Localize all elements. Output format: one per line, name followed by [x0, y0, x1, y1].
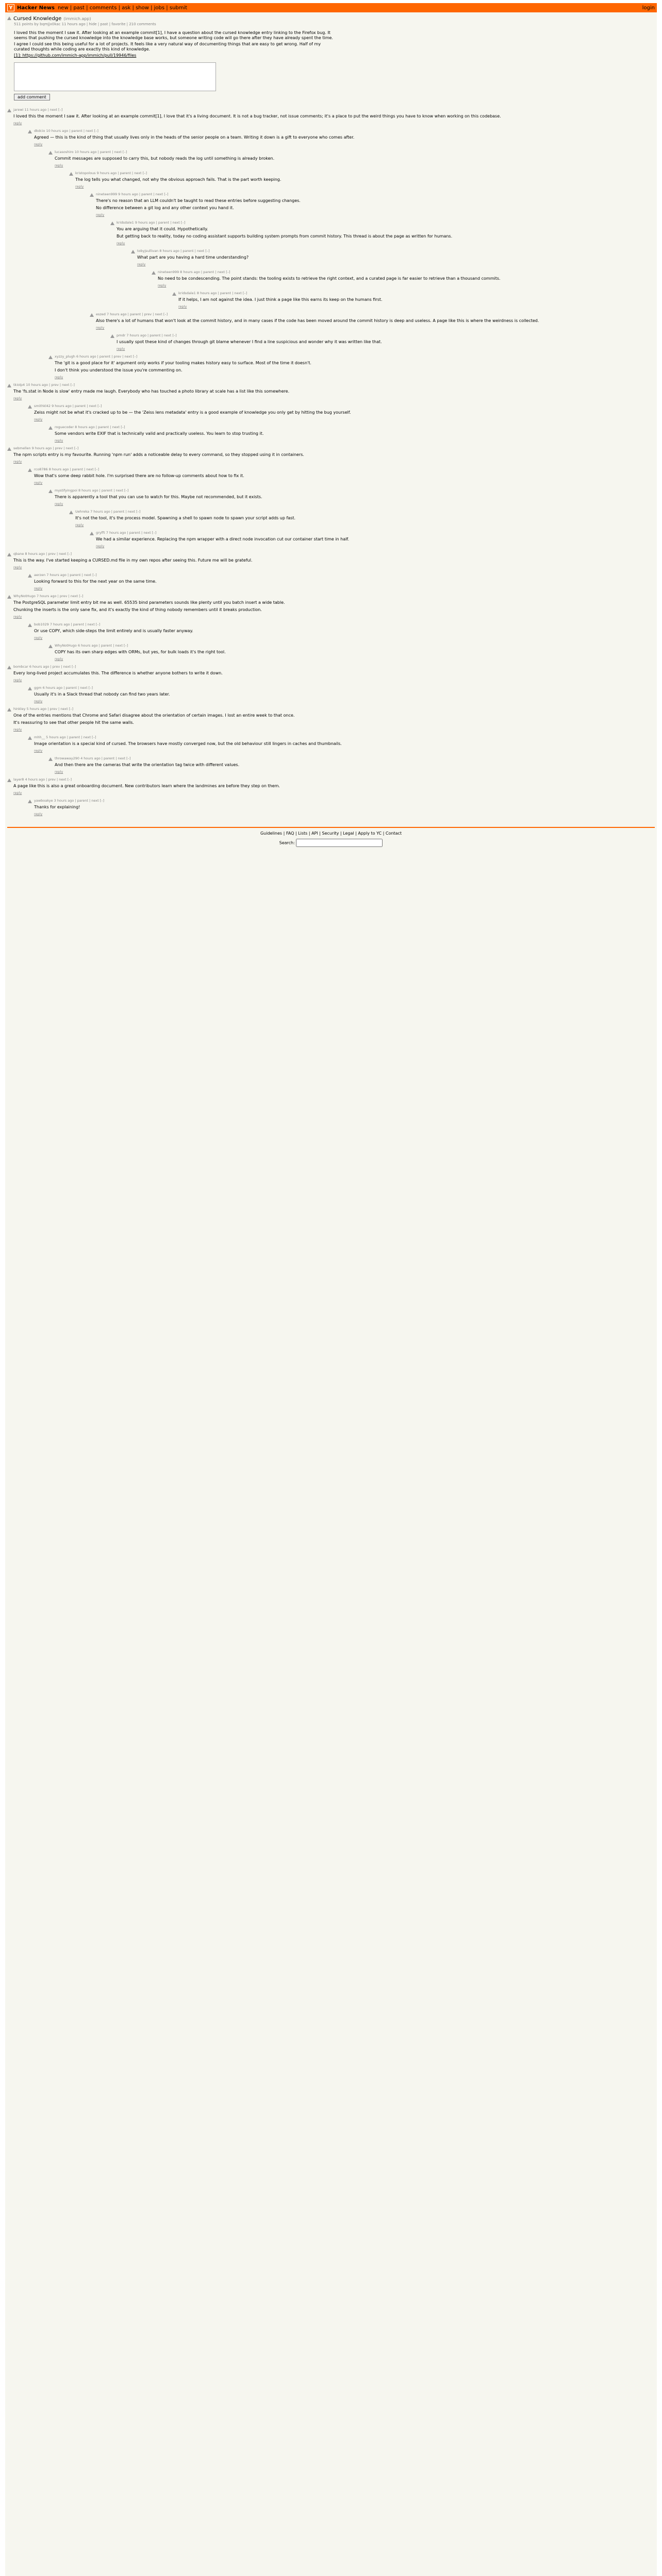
upvote-icon[interactable]	[48, 355, 53, 359]
comment-paragraph: It's reassuring to see that other people hit the same walls.	[13, 720, 134, 725]
nav-separator: |	[148, 5, 154, 11]
comment-head[interactable]: bob1029 7 hours ago | parent | next [–]	[34, 622, 101, 626]
comment	[69, 171, 655, 189]
comment	[7, 594, 655, 619]
y-logo[interactable]: Y	[7, 4, 14, 11]
upvote-icon[interactable]	[152, 271, 156, 275]
upvote-icon[interactable]	[69, 511, 73, 514]
comment-paragraph: The log tells you what changed, not why the obvious approach fails. That is the part worth keeping.	[75, 177, 282, 182]
upvote-icon[interactable]	[48, 426, 53, 430]
comment-head[interactable]: kridsdale1 8 hours ago | parent | next [–]	[178, 291, 247, 295]
reply-link[interactable]: reply	[13, 121, 22, 125]
comment	[152, 270, 655, 288]
comment	[28, 404, 655, 422]
comment	[48, 756, 655, 774]
comment-paragraph: You are arguing that it could. Hypothetically.	[117, 227, 208, 231]
comment-paragraph: The 'fs.stat in Node is slow' entry made me laugh. Everybody who has touched a photo library at scale has a list like this somewhere.	[13, 389, 290, 394]
comment-text	[96, 537, 655, 542]
story-text-paragraph: I agree I could see this being useful for a lot of projects. It feels like a very natural way of documenting things that are easy to get wrong. Half of my curated thoughts while coding are exactly this kind of knowledge.	[14, 42, 321, 52]
nav-link-show[interactable]: show	[136, 5, 149, 11]
comment-body	[13, 552, 655, 570]
comment-body	[55, 354, 655, 380]
comment-paragraph: No need to be condescending. The point stands: the tooling exists to retrieve the right context, and a curated page is far easier to retrieve than a thousand commits.	[158, 276, 501, 281]
comment-body	[55, 756, 655, 774]
upvote-icon[interactable]	[48, 645, 53, 648]
comment-body	[178, 291, 655, 309]
hn-page	[5, 3, 657, 2576]
reply-link[interactable]: reply	[117, 347, 125, 351]
upvote-icon[interactable]	[28, 405, 32, 409]
comment-tree	[5, 103, 657, 817]
comment-paragraph: Zeiss might not be what it's cracked up to be — the 'Zeiss lens metadata' entry is a good example of knowledge you only get by hitting the bug yourself.	[34, 410, 351, 415]
reply-link[interactable]: reply	[13, 396, 22, 400]
comment-paragraph: Chunking the inserts is the only sane fix, and it's exactly the kind of thing nobody remembers until it breaks production.	[13, 607, 262, 612]
comment-head[interactable]: eszed 7 hours ago | parent | prev | next [–]	[96, 312, 168, 316]
comment-head[interactable]: gryfft 7 hours ago | parent | next [–]	[96, 531, 157, 535]
reply-link[interactable]: reply	[96, 544, 105, 548]
comment-body	[34, 404, 655, 422]
comment-text	[55, 431, 653, 436]
reply-link[interactable]: reply	[137, 262, 146, 266]
upvote-icon[interactable]	[28, 623, 32, 627]
comment-head[interactable]: kridsdale1 9 hours ago | parent | next [–]	[117, 221, 186, 225]
comment-text	[178, 297, 655, 302]
comment-head[interactable]: tkiolp4 10 hours ago | prev | next [–]	[13, 383, 75, 387]
footer-links[interactable]: Guidelines | FAQ | Lists | API | Security | Legal | Apply to YC | Contact	[260, 831, 402, 836]
comment-head[interactable]: Uehreka 7 hours ago | parent | next [–]	[75, 510, 141, 514]
comment-text	[137, 255, 655, 260]
nav-links	[58, 5, 642, 11]
comment-body	[34, 573, 655, 591]
comment-head[interactable]: yawboakye 3 hours ago | parent | next [–]	[34, 799, 105, 803]
comment	[172, 291, 655, 309]
comment-paragraph: The 'git is a good place for it' argument only works if your tooling makes history easy to surface. Most of the time it doesn't.	[55, 361, 311, 365]
comment	[7, 552, 655, 570]
comment	[28, 735, 655, 753]
comment-body	[55, 425, 655, 443]
comment-body	[55, 150, 655, 168]
reply-link[interactable]: reply	[34, 749, 43, 753]
reply-link[interactable]: reply	[13, 678, 22, 682]
comment-head[interactable]: throwaway290 4 hours ago | parent | next [–]	[55, 756, 131, 760]
comment-text	[34, 692, 632, 697]
comment-head[interactable]: ggm 6 hours ago | parent | next [–]	[34, 686, 93, 690]
comment	[7, 446, 655, 464]
upvote-icon[interactable]	[28, 468, 32, 472]
comment-head[interactable]: hinkley 5 hours ago | prev | next [–]	[13, 707, 74, 711]
comment-head[interactable]: xyzzy_plugh 6 hours ago | parent | prev | next [–]	[55, 354, 138, 359]
comment-body	[13, 665, 655, 683]
comment-head[interactable]: WhyNotHugo 6 hours ago | parent | next [–]	[55, 643, 128, 648]
upvote-icon[interactable]	[110, 222, 114, 225]
comment-text	[13, 713, 611, 725]
comment-text	[55, 762, 653, 768]
comment-body	[13, 383, 655, 401]
comment	[48, 354, 655, 380]
comment-text	[13, 114, 611, 119]
upvote-icon[interactable]	[48, 151, 53, 155]
comment-body	[96, 312, 655, 330]
comment-head[interactable]: roguecoder 8 hours ago | parent | next [–]	[55, 425, 125, 429]
comment	[48, 488, 655, 506]
top-bar	[5, 3, 657, 12]
comment-head[interactable]: mystifyingpoi 8 hours ago | parent | next [–]	[55, 488, 129, 493]
upvote-icon[interactable]	[110, 334, 114, 338]
comment	[28, 622, 655, 640]
upvote-icon[interactable]	[90, 532, 94, 535]
comment-head[interactable]: aerzen 7 hours ago | parent | next [–]	[34, 573, 97, 577]
comment-text	[13, 600, 611, 613]
comment	[48, 150, 655, 168]
comment	[28, 686, 655, 704]
reply-link[interactable]: reply	[55, 375, 63, 379]
comment-text	[34, 135, 632, 140]
site-name[interactable]: Hacker News	[17, 5, 55, 11]
comment-paragraph: No difference between a git log and any other context you hand it.	[96, 206, 234, 210]
comment-head[interactable]: nineteen999 8 hours ago | parent | next [–]	[158, 270, 230, 274]
comment-body	[137, 249, 655, 267]
comment-paragraph: Agreed — this is the kind of thing that usually lives only in the heads of the senior people on a team. Writing it down is a gift to everyone who comes after.	[34, 135, 355, 140]
reply-link[interactable]: reply	[34, 142, 43, 146]
story-title[interactable]: Cursed Knowledge	[13, 16, 62, 22]
comment-head[interactable]: layer8 4 hours ago | prev | next [–]	[13, 777, 72, 782]
comment	[90, 531, 655, 549]
comment-body	[13, 108, 655, 126]
comment-head[interactable]: mhh__ 5 hours ago | parent | next [–]	[34, 735, 96, 739]
reply-link[interactable]: reply	[96, 213, 105, 217]
comment-body	[75, 171, 655, 189]
comment-body	[34, 799, 655, 817]
comment-body	[13, 446, 655, 464]
comment-paragraph: What part are you having a hard time understanding?	[137, 255, 249, 260]
comment-head[interactable]: dkdcio 10 hours ago | parent | next [–]	[34, 129, 98, 133]
upvote-icon[interactable]	[69, 172, 73, 176]
comment-body	[34, 622, 655, 640]
comment	[7, 108, 655, 126]
comment-head[interactable]: jarewi 11 hours ago | next [–]	[13, 108, 63, 112]
reply-link[interactable]: reply	[117, 241, 125, 245]
nav-link-jobs[interactable]: jobs	[154, 5, 165, 11]
comment-body	[55, 488, 655, 506]
upvote-icon[interactable]	[28, 130, 32, 133]
comment-body	[34, 735, 655, 753]
nav-link-past[interactable]: past	[73, 5, 85, 11]
nav-separator: |	[84, 5, 90, 11]
reply-link[interactable]: reply	[13, 615, 22, 619]
nav-separator: |	[164, 5, 170, 11]
upvote-icon[interactable]	[48, 757, 53, 761]
comment-text	[13, 389, 611, 394]
story-text-link[interactable]: [1]: https://github.com/immich-app/immich/pull/19946/files	[14, 53, 137, 58]
reply-link[interactable]: reply	[13, 727, 22, 732]
comment-head[interactable]: lucasoshiro 10 hours ago | parent | next [–]	[55, 150, 127, 154]
comment-body	[13, 777, 655, 795]
login-link[interactable]: login	[642, 5, 655, 11]
comment-paragraph: A page like this is also a great onboarding document. New contributors learn where the landmines are before they step on them.	[13, 784, 280, 788]
comment-paragraph: But getting back to reality, today no coding assistant supports building system prompts from commit history. This thread is about the page as written for humans.	[117, 234, 453, 239]
comment-head[interactable]: kristopolous 9 hours ago | parent | next [–]	[75, 171, 147, 175]
reply-link[interactable]: reply	[34, 699, 43, 703]
comment-body	[13, 594, 655, 619]
comment-text	[13, 784, 611, 789]
comment-paragraph: Looking forward to this for the next year on the same time.	[34, 579, 157, 584]
upvote-icon[interactable]	[28, 800, 32, 803]
search-label: Search:	[279, 840, 295, 845]
comment-text	[13, 452, 611, 457]
upvote-icon[interactable]	[7, 595, 11, 599]
nav-separator: |	[68, 5, 74, 11]
story-domain[interactable]: (immich.app)	[63, 16, 91, 21]
nav-separator: |	[130, 5, 136, 11]
comment-paragraph: The PostgreSQL parameter limit entry bit me as well. 65535 bind parameters sounds like plenty until you batch insert a wide table.	[13, 600, 285, 605]
comment	[7, 777, 655, 795]
story	[5, 12, 657, 103]
story-text-paragraph: I loved this the moment I saw it. After looking at an example commit[1], I have a question about the cursed knowledge entry linking to the Firefox bug. It seems that pushing the cursed knowledge into the knowledge base works, but someone writing code will go there after they have already spent the time.	[14, 30, 333, 40]
nav-link-new[interactable]: new	[57, 5, 69, 11]
comment-paragraph: Some vendors write EXIF that is technically valid and practically useless. You learn to stop trusting it.	[55, 431, 264, 436]
comment-body	[13, 707, 655, 732]
comment-paragraph: Every long-lived project accumulates this. The difference is whether anyone bothers to write it down.	[13, 671, 223, 675]
comment-head[interactable]: pmdr 7 hours ago | parent | next [–]	[117, 333, 177, 337]
nav-link-submit[interactable]: submit	[169, 5, 188, 11]
reply-link[interactable]: reply	[75, 523, 84, 527]
nav-link-ask[interactable]: ask	[122, 5, 131, 11]
comment-head[interactable]: qbane 8 hours ago | prev | next [–]	[13, 552, 72, 556]
comment-text	[34, 473, 632, 479]
comment	[48, 643, 655, 662]
reply-link[interactable]: reply	[55, 657, 63, 661]
search-input[interactable]	[296, 839, 383, 847]
comment-body	[96, 531, 655, 549]
comment-text	[96, 198, 655, 211]
comment-text	[34, 629, 632, 634]
upvote-icon[interactable]	[90, 193, 94, 197]
comment	[28, 467, 655, 485]
comment-paragraph: Commit messages are supposed to carry this, but nobody reads the log until something is already broken.	[55, 156, 275, 161]
comment-body	[117, 221, 655, 246]
comment-paragraph: Thanks for explaining!	[34, 805, 80, 809]
story-subtext: 511 points by bqmjjx0kac 11 hours ago | hide | past | favorite | 210 comments	[14, 22, 156, 26]
reply-link[interactable]: reply	[13, 460, 22, 464]
comment-text	[96, 318, 655, 324]
comment-text	[34, 741, 632, 747]
comment-paragraph: I don't think you understood the issue you're commenting on.	[55, 368, 183, 372]
comment-paragraph: This is the way. I've started keeping a CURSED.md file in my own repos after seeing this. Future me will be grateful.	[13, 558, 253, 563]
nav-separator: |	[117, 5, 122, 11]
comment-text	[55, 156, 653, 161]
reply-link[interactable]: reply	[178, 304, 187, 309]
comment	[69, 510, 655, 528]
upvote-icon[interactable]	[28, 687, 32, 690]
upvote-icon[interactable]	[7, 708, 11, 711]
comment-paragraph: It's not the tool, it's the process model. Spawning a shell to spawn node to spawn your script adds up fast.	[75, 516, 296, 520]
comment-text	[55, 650, 653, 655]
comment-head[interactable]: bombcar 6 hours ago | prev | next [–]	[13, 665, 76, 669]
comment	[28, 573, 655, 591]
comment-paragraph: Also there's a lot of humans that won't look at the commit history, and in many cases if the code has been moved around the commit history is deep and useless. A page like this is where the weirdness is collected.	[96, 318, 539, 323]
reply-link[interactable]: reply	[34, 481, 43, 485]
upvote-icon[interactable]	[7, 109, 11, 112]
comment-paragraph: COPY has its own sharp edges with ORMs, but yes, for bulk loads it's the right tool.	[55, 650, 226, 654]
reply-link[interactable]: reply	[13, 791, 22, 795]
comment-textarea[interactable]	[14, 62, 216, 91]
reply-link[interactable]: reply	[96, 326, 105, 330]
upvote-icon[interactable]	[7, 447, 11, 451]
comment-head[interactable]: sebmellen 9 hours ago | prev | next [–]	[13, 446, 79, 450]
comment-head[interactable]: rco8786 8 hours ago | parent | next [–]	[34, 467, 100, 471]
comment	[28, 129, 655, 147]
comment-text	[75, 177, 655, 182]
comment-paragraph: If it helps, I am not against the idea. I just think a page like this earns its keep on the humans first.	[178, 297, 383, 302]
comment-body	[34, 686, 655, 704]
comment-paragraph: I loved this the moment I saw it. After looking at an example commit[1], I love that it's a living document. It is not a bug tracker, not issue comments; it's a place to put the weird things you have to know when working on this codebase.	[13, 114, 501, 118]
comment	[7, 665, 655, 683]
comment-paragraph: One of the entries mentions that Chrome and Safari disagree about the orientation of certain images. I lost an entire week to that once.	[13, 713, 295, 718]
comment-body	[75, 510, 655, 528]
comment	[131, 249, 655, 267]
upvote-icon[interactable]	[48, 489, 53, 493]
comment-paragraph: Wow that's some deep rabbit hole. I'm surprised there are no follow-up comments about how to fix it.	[34, 473, 244, 478]
reply-link[interactable]: reply	[34, 636, 43, 640]
comment-paragraph: There's no reason that an LLM couldn't be taught to read these entries before suggesting changes.	[96, 198, 301, 203]
upvote-icon[interactable]	[172, 292, 176, 296]
upvote-icon[interactable]	[28, 736, 32, 740]
comment-head[interactable]: nineteen999 9 hours ago | parent | next [–]	[96, 192, 169, 196]
comment-body	[96, 192, 655, 217]
reply-link[interactable]: reply	[34, 586, 43, 590]
comment	[110, 221, 655, 246]
upvote-icon[interactable]	[7, 384, 11, 387]
upvote-icon[interactable]	[28, 574, 32, 578]
comment-text	[13, 671, 611, 676]
comment-paragraph: Or use COPY, which side-steps the limit entirely and is usually faster anyway.	[34, 629, 193, 633]
comment-body	[158, 270, 655, 288]
comment-text	[34, 579, 632, 584]
reply-link[interactable]: reply	[75, 184, 84, 189]
comment-text	[13, 558, 611, 563]
comment-text	[158, 276, 655, 281]
upvote-icon[interactable]	[7, 666, 11, 669]
comment-body	[117, 333, 655, 351]
comment	[90, 312, 655, 330]
upvote-icon[interactable]	[131, 250, 135, 253]
reply-link[interactable]: reply	[13, 565, 22, 569]
comment	[90, 192, 655, 217]
comment	[28, 799, 655, 817]
upvote-icon[interactable]	[7, 778, 11, 782]
footer	[7, 827, 655, 847]
comment-head[interactable]: tobyjsullivan 8 hours ago | parent | next [–]	[137, 249, 210, 253]
comment-text	[34, 805, 632, 810]
reply-link[interactable]: reply	[34, 812, 43, 816]
comment-paragraph: We had a similar experience. Replacing the npm wrapper with a direct node invocation cut our container start time in half.	[96, 537, 350, 541]
comment	[7, 383, 655, 401]
comment-text	[117, 227, 655, 239]
comment-paragraph: I usually spot these kind of changes through git blame whenever I find a line suspicious and wonder why it was written like that.	[117, 340, 382, 344]
upvote-icon[interactable]	[7, 16, 11, 20]
comment-paragraph: And then there are the cameras that write the orientation tag twice with different values.	[55, 762, 240, 767]
comment-paragraph: There is apparently a tool that you can use to watch for this. Maybe not recommended, but it exists.	[55, 495, 262, 499]
comment-body	[55, 643, 655, 662]
comment-paragraph: Usually it's in a Slack thread that nobody can find two years later.	[34, 692, 170, 697]
comment-text	[55, 361, 653, 373]
comment-text	[75, 516, 655, 521]
reply-link[interactable]: reply	[34, 417, 43, 421]
comment-head[interactable]: smithkl42 9 hours ago | parent | next [–]	[34, 404, 102, 408]
reply-link[interactable]: reply	[55, 502, 63, 506]
reply-link[interactable]: reply	[158, 283, 167, 287]
add-comment-button[interactable]: add comment	[14, 94, 50, 100]
reply-link[interactable]: reply	[55, 770, 63, 774]
story-text	[14, 30, 334, 58]
reply-link[interactable]: reply	[55, 438, 63, 443]
comment-text	[117, 340, 655, 345]
comment-text	[55, 495, 653, 500]
comment-body	[34, 129, 655, 147]
reply-link[interactable]: reply	[55, 163, 63, 167]
upvote-icon[interactable]	[90, 313, 94, 317]
upvote-icon[interactable]	[7, 553, 11, 556]
nav-link-comments[interactable]: comments	[89, 5, 117, 11]
comment-paragraph: The npm scripts entry is my favourite. Running 'npm run' adds a noticeable delay to every command, so they stopped using it in containers.	[13, 452, 304, 457]
comment	[7, 707, 655, 732]
comment-paragraph: Image orientation is a special kind of cursed. The browsers have mostly converged now, but the old behaviour still lingers in caches and thumbnails.	[34, 741, 342, 746]
comment-text	[34, 410, 632, 415]
comment	[110, 333, 655, 351]
comment-head[interactable]: WhyNotHugo 7 hours ago | prev | next [–]	[13, 594, 84, 598]
comment-body	[34, 467, 655, 485]
comment	[48, 425, 655, 443]
